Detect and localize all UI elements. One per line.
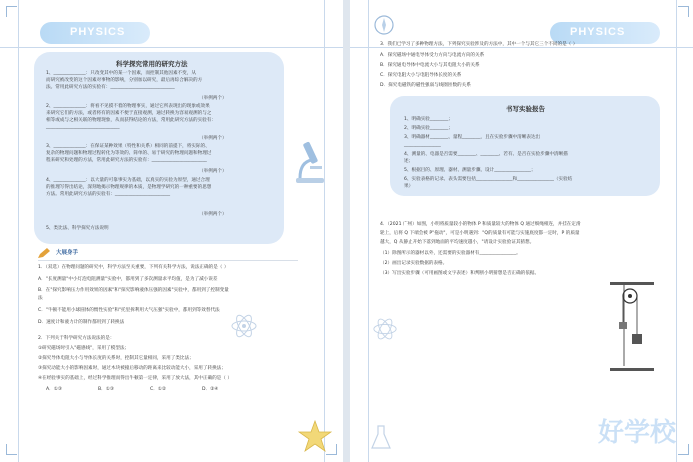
report-line: 4、测量的、电器是否需要________、________、若有、是否在实验步骤中清晰描 xyxy=(404,152,568,157)
question-option: C．①② xyxy=(150,387,167,392)
question-line: 4．（2021 广州）如图，小明将质量较小的物体 P 和质量较大的物体 Q 通过细绳相连，并挂在定滑 xyxy=(380,222,581,227)
section-divider xyxy=(38,260,298,261)
panel-line: （举例两个） xyxy=(199,136,227,141)
star-icon xyxy=(298,420,332,452)
panel-line: （举例两个） xyxy=(199,212,227,217)
question-line: 轮上，后将 Q 下端会被 P"拖动"，可是小明遇到："Q的质量有可能与实施底度都一定时，P 的质量 xyxy=(380,231,580,236)
panel-line: 方法。常用此研究方法的实验有：________________________ xyxy=(46,192,171,197)
question-option: 法 xyxy=(38,296,43,301)
banner-text: PHYSICS xyxy=(570,26,626,38)
corner-mark xyxy=(6,6,17,17)
panel-line: 的推理写得出结论，深刻地揭示物理规律的本质，是物理学研究的一种重要的思想 xyxy=(46,185,212,190)
question-option: D．速度计和液力计的制作都用到了转换法 xyxy=(38,320,125,325)
method-panel xyxy=(34,52,284,244)
right-page xyxy=(350,0,693,462)
report-line: 3、明确器材________、量程________，且在实验步骤中清晰表达出 xyxy=(404,135,541,140)
question-option: A．①③ xyxy=(46,387,62,392)
question-option: B．在"探究影响压力作用效果的因素"和"探究影响液体压强的因素"实验中，都用到了控制变量 xyxy=(38,288,229,293)
corner-mark xyxy=(6,444,17,455)
panel-line: ________________________________ xyxy=(46,125,120,130)
question-item: ①研究磁场时引入"磁感线"，采用了模型法； xyxy=(38,346,130,351)
margin-line xyxy=(368,0,369,462)
margin-line xyxy=(324,0,325,462)
corner-mark xyxy=(678,444,689,455)
question-item: ②探究导体电阻大小与导体长度的关系时，控制其它量相同，采用了类比法； xyxy=(38,356,194,361)
panel-line: 而研究被改变的这个因素对事物的影响，分别加以研究，最后再综合解决的方 xyxy=(46,78,203,83)
banner-text: PHYSICS xyxy=(70,26,126,38)
section-title: 大展身手 xyxy=(56,250,79,256)
question-stem: 1．（双选）在物理问题的研究中，科学方法至关重要，下列有关科学方法，说法正确的是（ ） xyxy=(38,265,229,270)
panel-line: 程来研究和处理的方法，常用此研究方法的实验有：________________________ xyxy=(46,158,207,163)
margin-line xyxy=(0,47,343,48)
panel-line: 相等或成与之相关联的物理现象，从而获得结论的方法，常用此研究方法的实验有： xyxy=(46,118,216,123)
report-line: ________________ xyxy=(404,143,441,148)
report-line: 2、明确实验________； xyxy=(404,126,453,131)
question-line: 越大，Q 从静止开始下落到地面的平均速度越小，"请设计实验验证其猜想。 xyxy=(380,240,535,245)
compass-icon xyxy=(373,14,395,36)
question-option: B．①③ xyxy=(98,387,114,392)
margin-line xyxy=(18,0,19,462)
question-option: A．"长度测量"中小灯泡电阻测量"实验中，都用到了多次测量求平均值，是为了减小误差 xyxy=(38,277,218,282)
question-stem: 3．我们已学习了多种物理方法，下列探究实验涉及的方法中，其中一个与其它三个不同的是（ ） xyxy=(380,42,578,47)
physics-banner xyxy=(550,22,660,44)
pencil-icon xyxy=(38,248,50,258)
question-line: （2）画出记录实验数据的表格。 xyxy=(380,261,448,266)
panel-line: 法。常用此研究方法的实验有：____________________________ xyxy=(46,85,175,90)
microscope-icon xyxy=(290,138,330,186)
panel-title: 科学探究常用的研究方法 xyxy=(116,60,188,68)
question-option: D．探究电磁铁的磁性强弱与线圈匝数的关系 xyxy=(380,83,471,88)
report-line: 述； xyxy=(404,159,414,164)
watermark-text: 好学校 xyxy=(598,418,677,448)
report-panel xyxy=(390,96,660,196)
question-option: C．"牛顿不能用小球圆体的惯性实验"和"托里拆利用大气压强"实验中，都用到等效替代法 xyxy=(38,308,220,313)
page-gutter xyxy=(343,0,350,462)
panel-line: 2、______________：将看不见摸不着的物理事实，通过它所表现出的现象或效果 xyxy=(46,104,210,109)
question-option: C．探究电阻大小与电阻导体长度的关系 xyxy=(380,73,462,78)
question-item: ④在经验事实的基础上，经过科学推理而得出牛顿第一定律，采用了放大法，其中正确的是（ ） xyxy=(38,376,232,381)
panel-line: 1、______________：只改变其中的某一个因素，而控制其他因素不变，从 xyxy=(46,71,196,76)
report-title: 书写实验报告 xyxy=(506,105,545,113)
flask-icon xyxy=(370,424,392,450)
report-line: 6、实验表格的记录、表头需要包括________________和________________（实验结 xyxy=(404,177,573,182)
left-page xyxy=(0,0,343,462)
question-option: D．②④ xyxy=(202,387,219,392)
report-line: 果） xyxy=(404,184,414,189)
question-option: B．探究通电导体中电流大小与其电阻大小的关系 xyxy=(380,63,480,68)
corner-mark xyxy=(678,6,689,17)
physics-banner xyxy=(40,22,150,44)
panel-line: 来研究它们的方法，或者将有的因素不便于直接观测，通过转换为容易观测的与之 xyxy=(46,111,212,116)
atom-icon xyxy=(372,316,398,342)
margin-line xyxy=(676,0,677,462)
report-line: 5、根据目的、原理、器材、测量步骤、设计________________； xyxy=(404,168,536,173)
question-option: A．探究磁场中通电导体受力方向与电流方向的关系 xyxy=(380,53,485,58)
panel-line: （举例两个） xyxy=(199,96,227,101)
pulley-diagram xyxy=(610,282,654,374)
question-line: （1）除图所示的器材以外，还需要的实验器材有________________。 xyxy=(380,251,521,256)
question-item: ③探究动能大小的影响因素时，通过木块被撞后移动的距离来比较动能大小，采用了转换法； xyxy=(38,366,226,371)
panel-line: （举例两个） xyxy=(199,169,227,174)
panel-line: 3、______________：在保证某种效果（特性和关系）相同的前提下，将实际的、 xyxy=(46,144,210,149)
question-stem: 2．下列关于科学研究方法说法的是： xyxy=(38,336,115,341)
question-line: （3）写出实验步骤（可用画图或文字表述）和判断小明猜想是否正确的依据。 xyxy=(380,271,540,276)
report-line: 1、明确实验________； xyxy=(404,117,453,122)
panel-line: 4、______________：以大量的可靠事实为基础，以真实的实验为原型，通过合理 xyxy=(46,178,210,183)
panel-line: 复杂的物理问题和物理过程转化为等效的、简单的、易于研究的物理问题和物理过 xyxy=(46,151,212,156)
panel-line: 5、类比法、科学探究方法说明 xyxy=(46,226,109,231)
atom-icon xyxy=(230,312,258,340)
